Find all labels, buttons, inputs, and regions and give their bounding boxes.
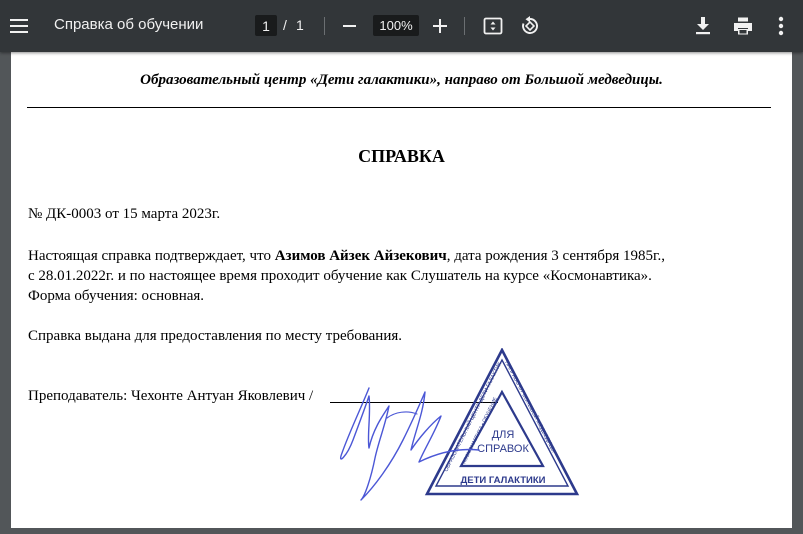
paragraph-purpose: Справка выдана для предоставления по месту требования.	[28, 328, 403, 344]
zoom-input[interactable]	[373, 15, 419, 36]
stamp-ring-text: НАПРАВО ОТ БОЛЬШОЙ МЕДВЕДИЦЫ	[503, 360, 557, 454]
zoom-out-icon[interactable]	[343, 25, 356, 27]
paragraph-text: , дата рождения 3 сентября 1985г.,	[446, 248, 666, 264]
download-icon[interactable]	[694, 16, 712, 36]
more-vert-icon[interactable]	[778, 16, 784, 36]
document-heading: СПРАВКА	[358, 146, 445, 166]
page-number-input[interactable]	[255, 15, 277, 36]
header-rule	[27, 107, 771, 108]
pdf-toolbar	[0, 0, 803, 52]
pdf-page	[11, 52, 792, 528]
stamp-ring-text: ОБРАЗОВАТЕЛЬНЫЙ ЦЕНТР ДЕТИ ГАЛАКТИК	[443, 361, 504, 473]
document-number: № ДК-0003 от 15 марта 2023г.	[28, 206, 221, 222]
student-name: Азимов Айзек Айзекович	[274, 248, 447, 264]
stamp-center-text: СПРАВОК	[477, 443, 529, 455]
rotate-icon[interactable]	[519, 15, 541, 37]
menu-icon[interactable]	[10, 15, 30, 37]
stamp-ring-text: КОСМОНАВТИКА • ОБУЧЕНИЕ	[461, 396, 499, 465]
page-total: 1	[296, 17, 304, 33]
toolbar-divider	[324, 17, 325, 35]
document-title: Справка об обучении	[54, 16, 204, 33]
paragraph-course: с 28.01.2022г. и по настоящее время проходит обучение как Слушатель на курсе «Космонавтика».	[28, 268, 652, 284]
zoom-in-icon[interactable]	[433, 19, 448, 34]
stamp-center-text: ДЛЯ	[491, 429, 515, 441]
organization-header: Образовательный центр «Дети галактики», направо от Большой медведицы.	[140, 72, 663, 88]
signature-line-end: /	[498, 388, 503, 404]
paragraph-study-form: Форма обучения: основная.	[28, 288, 205, 304]
toolbar-divider	[464, 17, 465, 35]
paragraph-text: Настоящая справка подтверждает, что	[28, 248, 275, 264]
handwritten-signature	[329, 378, 499, 508]
fit-page-icon[interactable]	[483, 16, 503, 36]
stamp-bottom-text: ДЕТИ ГАЛАКТИКИ	[460, 475, 546, 486]
page-separator: /	[283, 17, 287, 33]
print-icon[interactable]	[733, 16, 753, 36]
signature-label: Преподаватель: Чехонте Антуан Яковлевич /	[28, 388, 314, 404]
paragraph-confirmation	[28, 248, 665, 265]
